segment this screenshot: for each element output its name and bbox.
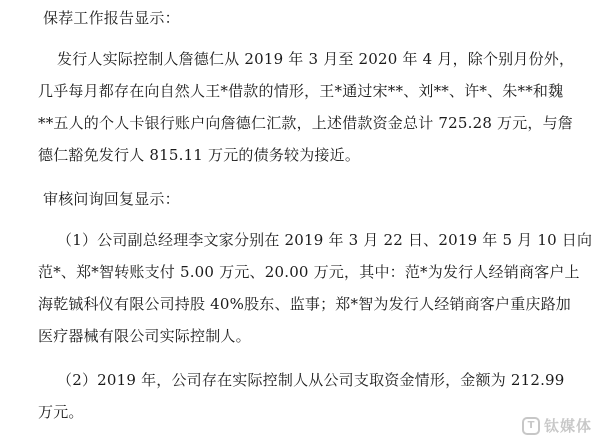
list-item-line: （1）公司副总经理李文家分别在 2019 年 3 月 22 日、2019 年 5 月 10 日向 <box>57 231 593 249</box>
list-item-line: 医疗器械有限公司实际控制人。 <box>38 327 251 345</box>
paragraph-line: **五人的个人卡银行账户向詹德仁汇款，上述借款资金总计 725.28 万元，与詹 <box>38 114 574 132</box>
watermark <box>522 415 592 436</box>
paragraph-line: 发行人实际控制人詹德仁从 2019 年 3 月至 2020 年 4 月，除个别月份外， <box>57 50 575 68</box>
list-item-line: 万元。 <box>38 403 84 421</box>
section-heading-inquiry-reply: 审核问询回复显示： <box>43 190 180 208</box>
list-item-line: 海乾铖科仪有限公司持股 40%股东、监事；郑*智为发行人经销商客户重庆路加 <box>38 295 572 313</box>
watermark-text: 钛媒体 <box>543 417 592 435</box>
tmtpost-logo-icon: T <box>522 417 540 435</box>
paragraph-line: 几乎每月都存在向自然人王*借款的情形，王*通过宋**、刘**、许*、朱**和魏 <box>38 82 564 100</box>
section-heading-sponsor-report: 保荐工作报告显示： <box>43 9 180 27</box>
list-item-line: （2）2019 年，公司存在实际控制人从公司支取资金情形，金额为 212.99 <box>57 371 565 389</box>
paragraph-line: 德仁豁免发行人 815.11 万元的债务较为接近。 <box>38 146 361 164</box>
list-item-line: 范*、郑*智转账支付 5.00 万元、20.00 万元，其中：范*为发行人经销商客户上 <box>38 263 580 281</box>
